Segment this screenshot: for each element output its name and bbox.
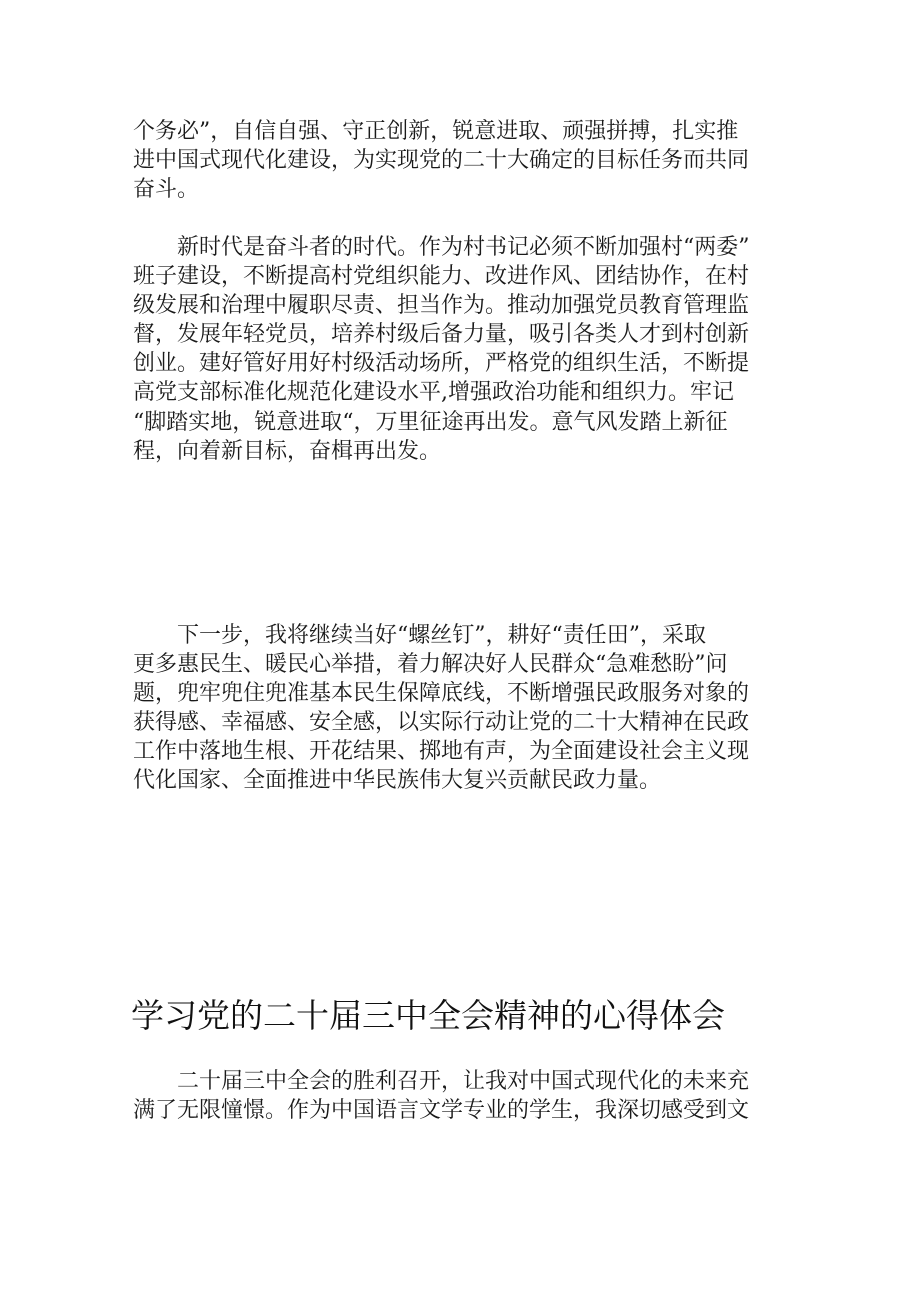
- body-paragraph-1: [133, 117, 788, 204]
- text-line: 工作中落地生根、开花结果、掷地有声，为全面建设社会主义现: [133, 739, 750, 765]
- text-line: 个务必”，自信自强、守正创新，锐意进取、顽强拼搏，扎实推: [133, 119, 739, 144]
- text-line: 代化国家、全面推进中华民族伟大复兴贡献民政力量。: [133, 768, 662, 794]
- text-line: 进中国式现代化建设，为实现党的二十大确定的目标任务而共同: [133, 148, 750, 174]
- text-line: 题，兜牢兜住兜准基本民生保障底线，不断增强民政服务对象的: [133, 681, 750, 707]
- section-heading: 学习党的二十届三中全会精神的心得体会: [131, 996, 725, 1035]
- text-line: 高党支部标准化规范化建设水平,增强政治功能和组织力。牢记: [133, 380, 734, 406]
- text-line: 二十届三中全会的胜利召开，让我对中国式现代化的未来充: [177, 1069, 750, 1094]
- body-paragraph-3: [133, 621, 788, 796]
- text-line: 班子建设，不断提高村党组织能力、改进作风、团结协作，在村: [133, 264, 750, 290]
- text-line: 新时代是奋斗者的时代。作为村书记必须不断加强村“两委”: [177, 235, 750, 260]
- text-line: 级发展和治理中履职尽责、担当作为。推动加强党员教育管理监: [133, 293, 750, 319]
- body-paragraph-2: [133, 233, 788, 466]
- text-line: 督，发展年轻党员，培养村级后备力量，吸引各类人才到村创新: [133, 322, 750, 348]
- text-line: 获得感、幸福感、安全感，以实际行动让党的二十大精神在民政: [133, 710, 750, 736]
- text-line: 下一步，我将继续当好“螺丝钉”，耕好“责任田”，采取: [177, 623, 706, 648]
- text-line: 满了无限憧憬。作为中国语言文学专业的学生，我深切感受到文: [133, 1098, 750, 1124]
- section-paragraph-1: [133, 1067, 788, 1125]
- text-line: “脚踏实地，锐意进取“，万里征途再出发。意气风发踏上新征: [133, 409, 728, 435]
- text-line: 更多惠民生、暖民心举措，着力解决好人民群众“急难愁盼”问: [133, 652, 728, 678]
- text-line: 程，向着新目标，奋楫再出发。: [133, 438, 442, 464]
- text-line: 创业。建好管好用好村级活动场所，严格党的组织生活，不断提: [133, 351, 750, 377]
- text-line: 奋斗。: [133, 177, 200, 203]
